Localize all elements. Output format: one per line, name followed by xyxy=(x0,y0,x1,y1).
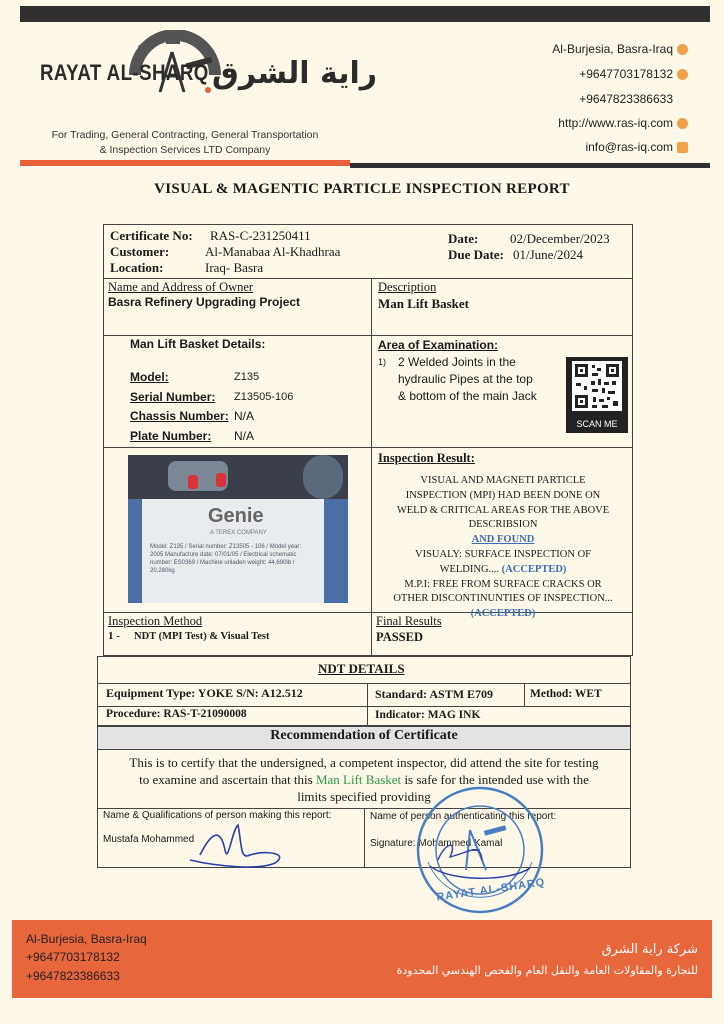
tagline-line-2: & Inspection Services LTD Company xyxy=(99,144,271,156)
description-value: Man Lift Basket xyxy=(378,296,469,311)
divider xyxy=(97,706,631,707)
result-found: AND FOUND xyxy=(471,534,535,546)
inspector-signature-icon xyxy=(180,815,300,875)
website-link[interactable]: http://www.ras-iq.com xyxy=(558,116,673,130)
header-dark-band xyxy=(350,163,710,168)
inspector-name: Mustafa Mohammed xyxy=(103,834,195,845)
tagline-line-1: For Trading, General Contracting, General Transportation xyxy=(51,129,319,141)
due-date-value: 01/June/2024 xyxy=(513,247,584,262)
cert-equipment-name: Man Lift Basket xyxy=(315,772,402,787)
final-label: Final Results xyxy=(376,614,442,628)
result-line: DESCRIBSION xyxy=(468,519,538,531)
company-stamp-icon xyxy=(410,782,550,918)
result-line: VISUAL AND MAGNETI PARTICLE xyxy=(420,475,586,486)
contact-phone-2 xyxy=(579,92,673,106)
standard-value: Standard: ASTM E709 xyxy=(375,687,494,701)
area-heading: Area of Examination: xyxy=(378,338,499,352)
accepted-badge: (ACCEPTED) xyxy=(470,608,536,620)
cert-line-1: This is to certify that the undersigned, a competent inspector, did attend the site for testing xyxy=(129,755,599,770)
result-heading: Inspection Result: xyxy=(378,451,475,465)
divider xyxy=(97,749,631,750)
description-label: Description xyxy=(378,280,437,294)
qr-code-icon xyxy=(566,357,628,415)
photo-brand-sub: A TEREX COMPANY xyxy=(210,530,267,536)
method-wet-value: Method: WET xyxy=(530,688,602,700)
cert-line-3: limits specified providing xyxy=(297,789,431,804)
location-value: Iraq- Basra xyxy=(205,260,264,275)
ndt-title: NDT DETAILS xyxy=(318,661,405,676)
location-pin-icon xyxy=(677,44,688,55)
customer-label: Customer: xyxy=(110,244,170,259)
serial-value: Z13505-106 xyxy=(234,391,294,403)
location-label: Location: xyxy=(110,260,164,275)
plate-label: Plate Number: xyxy=(130,429,212,443)
phone-2-text: +9647823386633 xyxy=(579,92,673,106)
chassis-value: N/A xyxy=(234,409,255,423)
result-line: OTHER DISCONTINUNTIES OF INSPECTION... xyxy=(393,593,613,605)
certification-text xyxy=(97,754,631,805)
header-orange-band xyxy=(20,160,350,166)
date-label: Date: xyxy=(448,231,479,246)
final-value: PASSED xyxy=(376,630,424,644)
area-line-1: 2 Welded Joints in the xyxy=(398,355,516,369)
chassis-label: Chassis Number: xyxy=(130,409,229,423)
equipment-value: Equipment Type: YOKE S/N: A12.512 xyxy=(106,686,303,700)
details-heading: Man Lift Basket Details: xyxy=(130,337,266,351)
method-value: NDT (MPI Test) & Visual Test xyxy=(134,631,270,642)
footer-phone-2: +9647823386633 xyxy=(26,969,120,983)
owner-label: Name and Address of Owner xyxy=(108,280,254,294)
divider xyxy=(367,683,368,726)
divider xyxy=(103,335,633,336)
result-line: M.P.I: FREE FROM SURFACE CRACKS OR xyxy=(404,578,602,590)
contact-address xyxy=(552,42,688,56)
photo-plate-text: Model: Z135 / Serial number: Z13505 - 106 / Model year: 2005 Manufacture date: 07/01/05 / Electrical schematic number: ES0369 / Machine unladen weight: 44,690lb / 20,280kg xyxy=(150,544,302,574)
divider xyxy=(103,278,633,279)
procedure-value: Procedure: RAS-T-21090008 xyxy=(106,708,247,720)
certificate-number: RAS-C-231250411 xyxy=(210,228,311,243)
logo-english-text: RAYAT AL-SHARQ xyxy=(40,60,209,85)
accepted-badge: (ACCEPTED) xyxy=(501,563,567,575)
data-plate-photo xyxy=(128,455,348,603)
due-date-label: Due Date: xyxy=(448,247,504,262)
qr-code[interactable] xyxy=(566,357,628,433)
phone-1-text: +9647703178132 xyxy=(579,67,673,81)
company-tagline xyxy=(40,128,330,158)
header-top-bar xyxy=(20,6,710,22)
globe-icon xyxy=(677,118,688,129)
address-text: Al-Burjesia, Basra-Iraq xyxy=(552,42,673,56)
model-label: Model: xyxy=(130,370,169,384)
photo-red-plug xyxy=(216,473,226,487)
photo-pipe xyxy=(303,455,343,499)
plate-value: N/A xyxy=(234,429,255,443)
result-line: VISUALY: SURFACE INSPECTION OF xyxy=(414,548,592,560)
result-line: INSPECTION (MPI) HAD BEEN DONE ON xyxy=(405,489,601,501)
stamp-text: RAYAT AL-SHARQ xyxy=(435,876,547,904)
area-line-3: & bottom of the main Jack xyxy=(398,389,537,403)
result-line: WELD & CRITICAL AREAS FOR THE ABOVE xyxy=(396,504,610,516)
mail-icon xyxy=(677,142,688,153)
photo-red-plug xyxy=(188,475,198,489)
footer-phone-1: +9647703178132 xyxy=(26,950,120,964)
divider xyxy=(524,683,525,706)
footer-address: Al-Burjesia, Basra-Iraq xyxy=(26,932,147,946)
sig-right-label: Name of person authenticating this report: xyxy=(370,811,557,822)
report-title: VISUAL & MAGENTIC PARTICLE INSPECTION REPORT xyxy=(154,181,570,197)
serial-label: Serial Number: xyxy=(130,390,216,404)
method-label: Inspection Method xyxy=(108,614,203,628)
model-value: Z135 xyxy=(234,371,260,383)
authenticator-name: Signature: Mohammed Kamal xyxy=(370,838,503,849)
phone-icon xyxy=(677,69,688,80)
result-text-block xyxy=(372,474,634,622)
area-item-number: 1) xyxy=(378,357,387,367)
cert-line-2: to examine and ascertain that this Man Lift Basket is safe for the intended use with the xyxy=(139,772,589,787)
divider xyxy=(97,683,631,684)
photo-brand: Genie xyxy=(208,505,264,527)
area-line-2: hydraulic Pipes at the top xyxy=(398,372,533,386)
contact-phone-1 xyxy=(579,67,688,81)
footer-arabic-name: شركة راية الشرق xyxy=(601,942,698,957)
footer-arabic-tagline: للتجارة والمقاولات العامة والنقل العام والفحص الهندسي المحدودة xyxy=(396,964,698,977)
method-number: 1 - xyxy=(108,630,120,642)
recommendation-title: Recommendation of Certificate xyxy=(270,728,458,743)
owner-value: Basra Refinery Upgrading Project xyxy=(108,295,301,309)
certificate-label: Certificate No: xyxy=(110,228,193,243)
date-value: 02/December/2023 xyxy=(510,231,610,246)
customer-name: Al-Manabaa Al-Khadhraa xyxy=(205,244,341,259)
contact-website[interactable] xyxy=(558,116,688,130)
logo-arabic-text: راية الشرق xyxy=(212,56,378,91)
divider xyxy=(103,447,633,448)
email-link[interactable]: info@ras-iq.com xyxy=(585,140,673,154)
scan-me-label: SCAN ME xyxy=(576,419,618,429)
result-line: WELDING.... (ACCEPTED) xyxy=(439,563,567,575)
indicator-value: Indicator: MAG INK xyxy=(375,709,481,721)
contact-email[interactable] xyxy=(585,140,688,154)
divider xyxy=(364,808,365,868)
sig-left-label: Name & Qualifications of person making this report: xyxy=(103,810,332,821)
